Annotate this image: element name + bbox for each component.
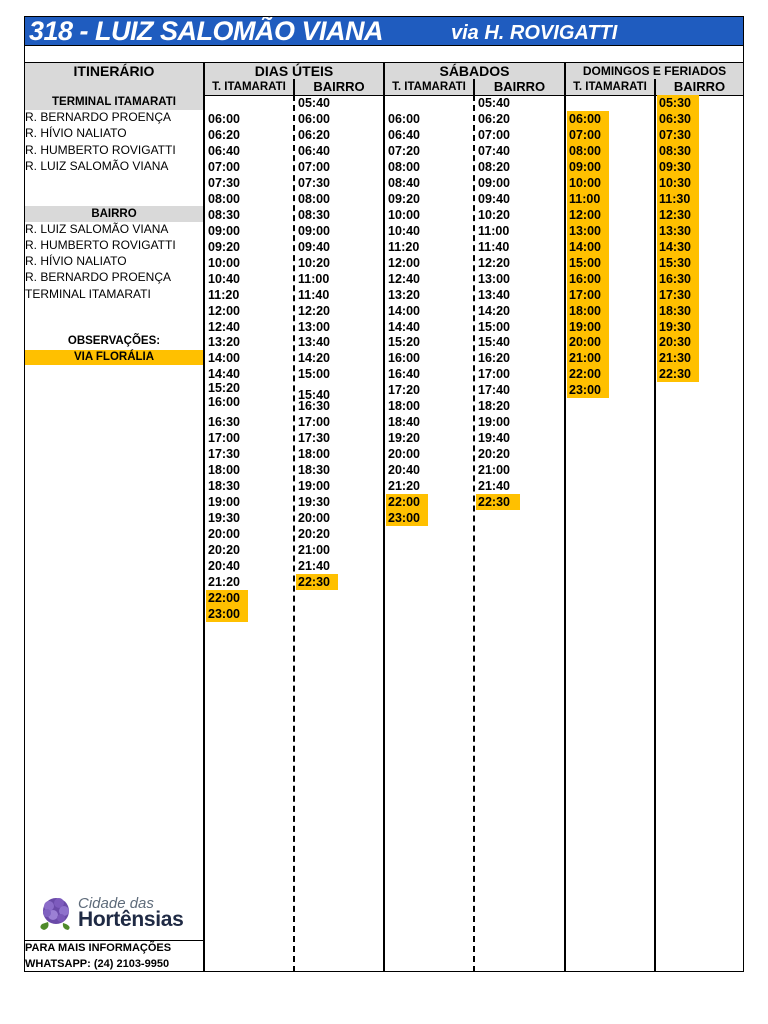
departure-time: 22:00: [386, 494, 428, 510]
departure-time: 17:20: [388, 383, 420, 398]
departure-time: 06:00: [567, 111, 609, 127]
column-divider: [654, 79, 656, 972]
departure-time: 21:20: [388, 479, 420, 494]
departure-time: 17:00: [208, 431, 240, 446]
departure-time: 09:20: [388, 191, 420, 206]
departure-time: 18:30: [657, 303, 699, 319]
departure-time: 08:00: [567, 143, 609, 159]
departure-time: 06:20: [208, 128, 240, 142]
departure-time: 21:40: [478, 479, 510, 494]
departure-time: 19:00: [208, 495, 240, 509]
departure-time: 22:30: [476, 494, 520, 510]
departure-time: 10:40: [208, 271, 240, 286]
departure-time: 05:40: [478, 96, 510, 110]
column-divider: [564, 62, 566, 972]
dashed-column-divider: [293, 95, 295, 972]
route-title: 318 - LUIZ SALOMÃO VIANA: [29, 16, 384, 46]
departure-time: 18:00: [298, 447, 330, 462]
departure-time: 07:30: [208, 175, 240, 190]
departure-time: 18:00: [388, 399, 420, 414]
header-bairro: BAIRRO: [295, 79, 383, 95]
header-itinerario-fill: [25, 79, 203, 95]
departure-time: 14:40: [208, 367, 240, 382]
itinerary-stop: R. BERNARDO PROENÇA: [25, 270, 172, 284]
departure-time: 09:20: [208, 239, 240, 254]
departure-time: 12:30: [657, 207, 699, 223]
departure-time: 11:30: [657, 191, 699, 207]
departure-time: 19:00: [298, 479, 330, 494]
departure-time: 19:30: [657, 319, 699, 335]
departure-time: 17:40: [478, 383, 510, 398]
departure-time: 19:00: [567, 319, 609, 335]
departure-time: 11:20: [208, 287, 240, 302]
departure-time: 10:40: [388, 223, 420, 238]
departure-time: 10:00: [208, 255, 240, 270]
return-title: BAIRRO: [25, 206, 203, 222]
departure-time: 06:30: [657, 111, 699, 127]
departure-time: 21:20: [208, 574, 240, 589]
departure-time: 18:00: [208, 463, 240, 478]
departure-time: 14:30: [657, 239, 699, 255]
departure-time: 18:30: [208, 479, 240, 494]
departure-time: 12:00: [208, 303, 240, 318]
departure-time: 15:00: [298, 367, 330, 382]
departure-time: 07:30: [657, 127, 699, 143]
column-divider: [203, 62, 205, 972]
header-bairro: BAIRRO: [656, 79, 743, 95]
cidade-das-hortensias-logo: [36, 894, 196, 934]
departure-time: 20:00: [208, 527, 240, 541]
departure-time: 07:30: [298, 175, 330, 190]
departure-time: 19:30: [208, 511, 240, 525]
departure-time: 23:00: [206, 606, 248, 622]
dashed-column-divider: [473, 95, 475, 972]
departure-time: 20:00: [388, 447, 420, 462]
departure-time: 12:40: [208, 319, 240, 334]
departure-time: 14:00: [208, 351, 240, 366]
departure-time: 19:30: [298, 495, 330, 509]
departure-time: 14:00: [388, 303, 420, 318]
departure-time: 10:20: [298, 255, 330, 270]
departure-time: 22:30: [296, 574, 338, 590]
header-dias-uteis: DIAS ÚTEIS: [205, 63, 383, 79]
departure-time: 11:00: [298, 271, 330, 286]
departure-time: 06:00: [298, 112, 330, 126]
itinerary-stop: R. HUMBERTO ROVIGATTI: [25, 238, 176, 252]
route-title-bar: [24, 16, 744, 46]
hydrangea-icon: [36, 894, 76, 932]
departure-time: 08:00: [388, 159, 420, 174]
departure-time: 13:40: [478, 287, 510, 302]
departure-time: 23:00: [386, 510, 428, 526]
departure-time: 16:30: [298, 399, 330, 414]
departure-time: 16:00: [567, 271, 609, 287]
departure-time: 21:30: [657, 350, 699, 366]
header-t-itamarati: T. ITAMARATI: [385, 79, 473, 95]
departure-time: 06:00: [388, 112, 420, 126]
departure-time: 12:00: [388, 255, 420, 270]
departure-time: 12:40: [388, 271, 420, 286]
departure-time: 17:00: [298, 415, 330, 430]
departure-time: 20:00: [567, 334, 609, 350]
departure-time: 14:00: [567, 239, 609, 255]
departure-time: 19:40: [478, 431, 510, 446]
route-via: via H. ROVIGATTI: [451, 22, 618, 44]
departure-time: 20:00: [298, 511, 330, 525]
departure-time: 09:40: [298, 239, 330, 254]
departure-time: 07:40: [478, 143, 510, 158]
header-itinerario: ITINERÁRIO: [25, 63, 203, 79]
departure-time: 10:00: [567, 175, 609, 191]
itinerary-stop: R. HUMBERTO ROVIGATTI: [25, 143, 176, 157]
departure-time: 16:20: [478, 351, 510, 366]
header-domingos: DOMINGOS E FERIADOS: [566, 63, 743, 79]
departure-time: 10:00: [388, 207, 420, 222]
departure-time: 17:00: [478, 367, 510, 382]
departure-time: 21:00: [298, 542, 330, 557]
departure-time: 08:30: [657, 143, 699, 159]
logo-text-line1: Cidade das: [78, 895, 154, 912]
departure-time: 11:20: [388, 239, 420, 254]
departure-time: 20:30: [657, 334, 699, 350]
departure-time: 20:20: [478, 447, 510, 462]
departure-time: 05:40: [298, 96, 330, 110]
header-t-itamarati: T. ITAMARATI: [205, 79, 293, 95]
departure-time: 09:40: [478, 191, 510, 206]
departure-time: 07:20: [388, 143, 420, 158]
departure-time: 12:00: [567, 207, 609, 223]
departure-time: 19:20: [388, 431, 420, 446]
itinerary-stop: R. HÍVIO NALIATO: [25, 126, 127, 140]
departure-time: 15:00: [478, 319, 510, 334]
departure-time: 16:00: [208, 395, 240, 410]
departure-time: 22:30: [657, 366, 699, 382]
departure-time: 20:20: [208, 542, 240, 557]
departure-time: 17:30: [298, 431, 330, 446]
departure-time: 07:00: [298, 159, 330, 174]
departure-time: 20:40: [388, 463, 420, 478]
departure-time: 06:40: [388, 128, 420, 142]
departure-time: 09:00: [478, 175, 510, 190]
departure-time: 05:30: [657, 95, 699, 111]
departure-time: 06:20: [478, 112, 510, 126]
departure-time: 08:40: [388, 175, 420, 190]
departure-time: 21:40: [298, 558, 330, 573]
departure-time: 23:00: [567, 382, 609, 398]
departure-time: 06:40: [298, 143, 330, 158]
departure-time: 11:00: [567, 191, 609, 207]
departure-time: 13:20: [388, 287, 420, 302]
departure-time: 12:20: [478, 255, 510, 270]
departure-time: 06:40: [208, 143, 240, 158]
departure-time: 20:40: [208, 558, 240, 573]
departure-time: 16:30: [208, 415, 240, 430]
departure-time: 22:00: [206, 590, 248, 606]
header-sabados: SÁBADOS: [385, 63, 564, 79]
departure-time: 14:20: [298, 351, 330, 366]
departure-time: 13:00: [298, 319, 330, 334]
departure-time: 17:00: [567, 287, 609, 303]
departure-time: 13:00: [478, 271, 510, 286]
departure-time: 14:40: [388, 319, 420, 334]
departure-time: 08:20: [478, 159, 510, 174]
departure-time: 11:40: [298, 287, 330, 302]
departure-time: 18:20: [478, 399, 510, 414]
departure-time: 13:30: [657, 223, 699, 239]
itinerary-stop: R. LUIZ SALOMÃO VIANA: [25, 159, 169, 173]
departure-time: 07:00: [208, 159, 240, 174]
departure-time: 22:00: [567, 366, 609, 382]
observations-title: OBSERVAÇÕES:: [25, 333, 203, 349]
departure-time: 13:00: [567, 223, 609, 239]
departure-time: 11:00: [478, 223, 510, 238]
departure-time: 06:20: [298, 128, 330, 142]
itinerary-stop: TERMINAL ITAMARATI: [25, 287, 151, 301]
departure-time: 09:30: [657, 159, 699, 175]
departure-time: 08:00: [298, 191, 330, 206]
departure-time: 15:20: [208, 380, 240, 395]
whatsapp-line: WHATSAPP: (24) 2103-9950: [25, 958, 170, 970]
departure-time: 07:00: [478, 128, 510, 142]
itinerary-stop: R. HÍVIO NALIATO: [25, 254, 127, 268]
departure-time: 14:20: [478, 303, 510, 318]
departure-time: 17:30: [208, 447, 240, 462]
departure-time: 19:00: [478, 415, 510, 430]
info-line: PARA MAIS INFORMAÇÕES: [25, 942, 172, 954]
logo-text-line2: Hortênsias: [78, 908, 184, 931]
departure-time: 10:30: [657, 175, 699, 191]
departure-time: 11:40: [478, 239, 510, 254]
departure-time: 07:00: [567, 127, 609, 143]
departure-time: 17:30: [657, 287, 699, 303]
departure-time: 16:00: [388, 351, 420, 366]
itinerary-stop: R. BERNARDO PROENÇA: [25, 110, 172, 124]
outbound-title: TERMINAL ITAMARATI: [25, 94, 203, 110]
observation-badge: VIA FLORÁLIA: [25, 350, 203, 365]
departure-time: 15:40: [478, 335, 510, 350]
departure-time: 08:00: [208, 191, 240, 206]
departure-time: 09:00: [208, 223, 240, 238]
departure-time: 20:20: [298, 527, 330, 541]
departure-time: 18:00: [567, 303, 609, 319]
departure-time: 16:30: [657, 271, 699, 287]
departure-time: 10:20: [478, 207, 510, 222]
departure-time: 18:40: [388, 415, 420, 430]
departure-time: 09:00: [567, 159, 609, 175]
departure-time: 13:40: [298, 335, 330, 350]
departure-time: 21:00: [478, 463, 510, 478]
header-t-itamarati: T. ITAMARATI: [566, 79, 654, 95]
departure-time: 15:40: [298, 388, 330, 403]
departure-time: 16:40: [388, 367, 420, 382]
header-bairro: BAIRRO: [475, 79, 564, 95]
departure-time: 21:00: [567, 350, 609, 366]
departure-time: 15:20: [388, 335, 420, 350]
departure-time: 18:30: [298, 463, 330, 478]
departure-time: 15:30: [657, 255, 699, 271]
itinerary-stop: R. LUIZ SALOMÃO VIANA: [25, 222, 169, 236]
departure-time: 08:30: [208, 207, 240, 222]
departure-time: 09:00: [298, 223, 330, 238]
departure-time: 15:00: [567, 255, 609, 271]
departure-time: 12:20: [298, 303, 330, 318]
departure-time: 08:30: [298, 207, 330, 222]
departure-time: 06:00: [208, 112, 240, 126]
departure-time: 13:20: [208, 335, 240, 350]
column-divider: [383, 62, 385, 972]
